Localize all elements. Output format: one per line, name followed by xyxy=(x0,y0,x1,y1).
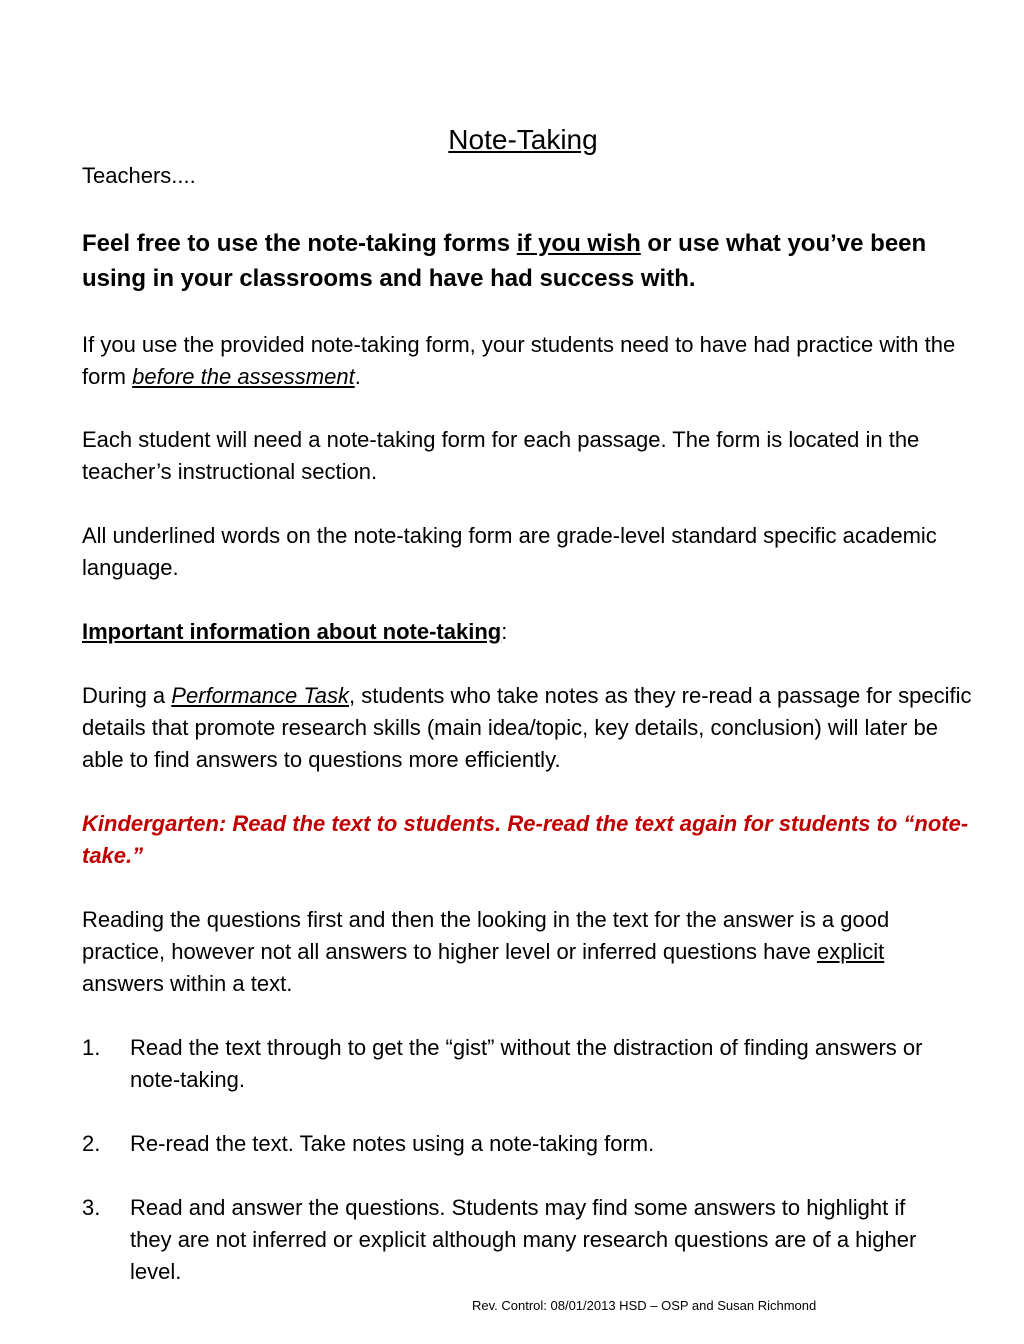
performance-task-term: Performance Task xyxy=(171,683,349,708)
paragraph-practice-end: . xyxy=(354,364,361,389)
revision-footer: Rev. Control: 08/01/2013 HSD – OSP and Susan Richmond xyxy=(472,1298,817,1313)
greeting: Teachers.... xyxy=(82,163,196,188)
paragraph-practice xyxy=(82,329,972,393)
paragraph-performance-end: , students who take notes as they re-read a passage for specific details that promote research skills (main idea/topic, key details, conclusion) will later be able to find answers to questions more efficiently. xyxy=(82,683,972,772)
lead-statement xyxy=(82,226,972,296)
paragraph-form-location: Each student will need a note-taking form for each passage. The form is located in the teacher’s instructional section. xyxy=(82,427,920,484)
paragraph-practice-emphasis: before the assessment xyxy=(132,364,355,389)
step-text: Re-read the text. Take notes using a note-taking form. xyxy=(130,1131,655,1156)
paragraph-practice-start: If you use the provided note-taking form, your students need to have had practice with the form xyxy=(82,332,956,389)
paragraph-underlined-words: All underlined words on the note-taking form are grade-level standard specific academic language. xyxy=(82,523,937,580)
step-number: 3. xyxy=(82,1195,101,1220)
step-number: 1. xyxy=(82,1035,101,1060)
lead-text-start: Feel free to use the note-taking forms xyxy=(82,230,517,257)
lead-underlined-phrase: if you wish xyxy=(516,230,641,257)
paragraph-reading-questions xyxy=(82,904,972,1000)
paragraph-reading-start: Reading the questions first and then the looking in the text for the answer is a good practice, however not all answers to higher level or inferred questions have xyxy=(82,907,890,964)
kindergarten-note: Kindergarten: Read the text to students. Re-read the text again for students to “note-take.” xyxy=(82,811,969,868)
important-heading-text: Important information about note-taking xyxy=(82,619,502,644)
step-text: Read and answer the questions. Students may find some answers to highlight if they are not inferred or explicit although many research questions are of a higher level. xyxy=(130,1195,917,1284)
page-title: Note-Taking xyxy=(448,124,598,155)
step-text: Read the text through to get the “gist” without the distraction of finding answers or note-taking. xyxy=(130,1035,923,1092)
paragraph-performance-start: During a xyxy=(82,683,172,708)
important-heading-colon: : xyxy=(501,619,508,644)
lead-text-end: or use what you’ve been using in your classrooms and have had success with. xyxy=(82,230,927,292)
important-heading xyxy=(82,616,972,648)
explicit-term: explicit xyxy=(816,939,885,964)
paragraph-performance-task xyxy=(82,680,972,776)
step-number: 2. xyxy=(82,1131,101,1156)
paragraph-reading-end: answers within a text. xyxy=(82,971,293,996)
